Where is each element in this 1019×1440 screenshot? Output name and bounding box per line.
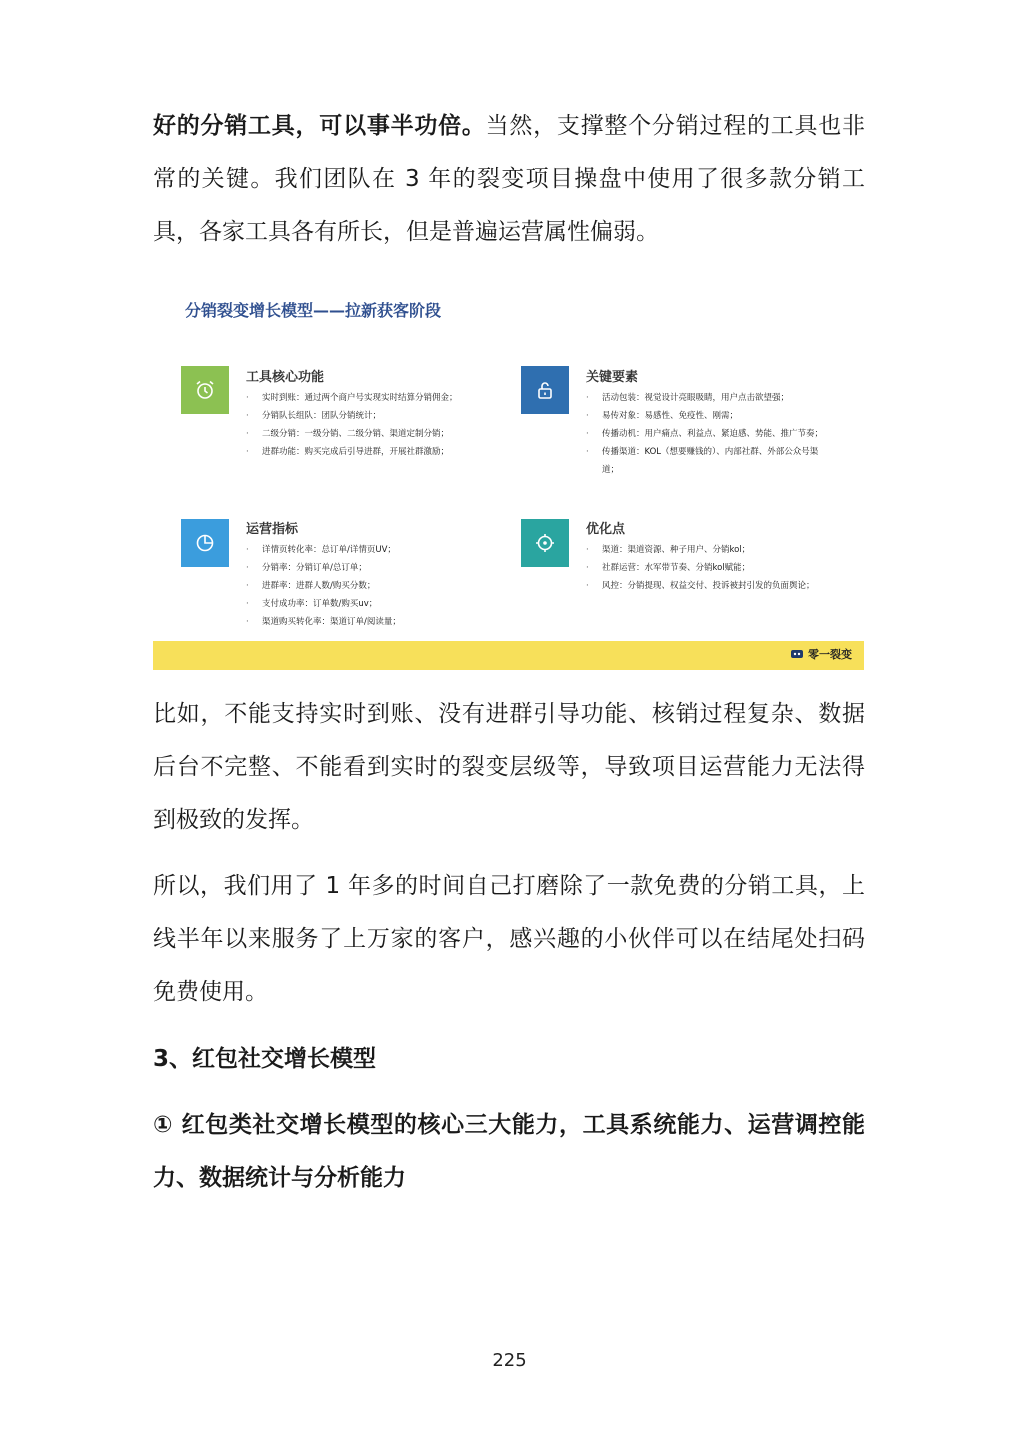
list-item: · 传播渠道：KOL（想要赚钱的）、内部社群、外部公众号渠道；: [586, 443, 831, 479]
list-item: · 风控：分销提现、权益交付、投诉被封引发的负面舆论；: [586, 577, 831, 595]
brand-logo: [790, 646, 852, 662]
logo-text: 零一裂变: [808, 648, 852, 661]
unlock-icon: [533, 378, 557, 402]
robot-logo-icon: [790, 648, 804, 660]
metrics-list: [246, 541, 501, 631]
target-icon: [533, 531, 557, 555]
list-item: · 实时到账：通过两个商户号实现实时结算分销佣金；: [246, 389, 501, 407]
list-item: · 二级分销：一级分销、二级分销、渠道定制分销；: [246, 425, 501, 443]
list-item: · 分销队长组队：团队分销统计；: [246, 407, 501, 425]
tool-function-list: [246, 389, 501, 461]
key-elements-tile: [521, 366, 569, 414]
figure-title: 分销裂变增长模型——拉新获客阶段: [185, 301, 442, 320]
optimization-tile: [521, 519, 569, 567]
list-item: · 进群率：进群人数/购买分数；: [246, 577, 501, 595]
intro-text: 当然，支撑整个分销过程的工具也非常的关键。我们团队在 3 年的裂变项目操盘中使用了很多款分销工具，各家工具各有所长，但是普遍运营属性偏弱。: [153, 113, 866, 245]
intro-paragraph: [153, 100, 865, 259]
list-item: · 渠道：渠道资源、种子用户、分销kol；: [586, 541, 831, 559]
tool-function-tile: [181, 366, 229, 414]
metrics-tile: [181, 519, 229, 567]
page-number: 225: [492, 1350, 527, 1371]
list-item: · 传播动机：用户痛点、利益点、紧迫感、势能、推广节奏；: [586, 425, 831, 443]
key-elements-list: [586, 389, 831, 479]
sub-heading: ① 红包类社交增长模型的核心三大能力，工具系统能力、运营调控能力、数据统计与分析能力: [153, 1112, 865, 1191]
paragraph-3: 所以，我们用了 1 年多的时间自己打磨除了一款免费的分销工具，上线半年以来服务了上万家的客户，感兴趣的小伙伴可以在结尾处扫码免费使用。: [153, 873, 865, 1005]
optimization-list: [586, 541, 831, 595]
paragraph-2: 比如，不能支持实时到账、没有进群引导功能、核销过程复杂、数据后台不完整、不能看到实时的裂变层级等，导致项目运营能力无法得到极致的发挥。: [153, 701, 865, 833]
tool-function-title: 工具核心功能: [246, 370, 325, 385]
list-item: · 详情页转化率：总订单/详情页UV；: [246, 541, 501, 559]
list-item: · 分销率：分销订单/总订单；: [246, 559, 501, 577]
metrics-title: 运营指标: [246, 522, 299, 537]
list-item: · 活动包装：视觉设计亮眼吸睛，用户点击欲望强；: [586, 389, 831, 407]
section-heading: 3、红包社交增长模型: [153, 1046, 377, 1072]
list-item: · 进群功能：购买完成后引导进群，开展社群激励；: [246, 443, 501, 461]
figure-footer-bar: [153, 641, 864, 670]
optimization-title: 优化点: [586, 522, 626, 537]
pie-chart-icon: [193, 531, 217, 555]
list-item: · 渠道购买转化率：渠道订单/阅读量；: [246, 613, 501, 631]
alarm-clock-icon: [193, 378, 217, 402]
key-elements-title: 关键要素: [586, 370, 639, 385]
list-item: · 社群运营：水军带节奏、分销kol赋能；: [586, 559, 831, 577]
intro-bold-text: 好的分销工具，可以事半功倍。: [153, 113, 486, 139]
list-item: · 支付成功率：订单数/购买uv；: [246, 595, 501, 613]
list-item: · 易传对象：易感性、免疫性、刚需；: [586, 407, 831, 425]
